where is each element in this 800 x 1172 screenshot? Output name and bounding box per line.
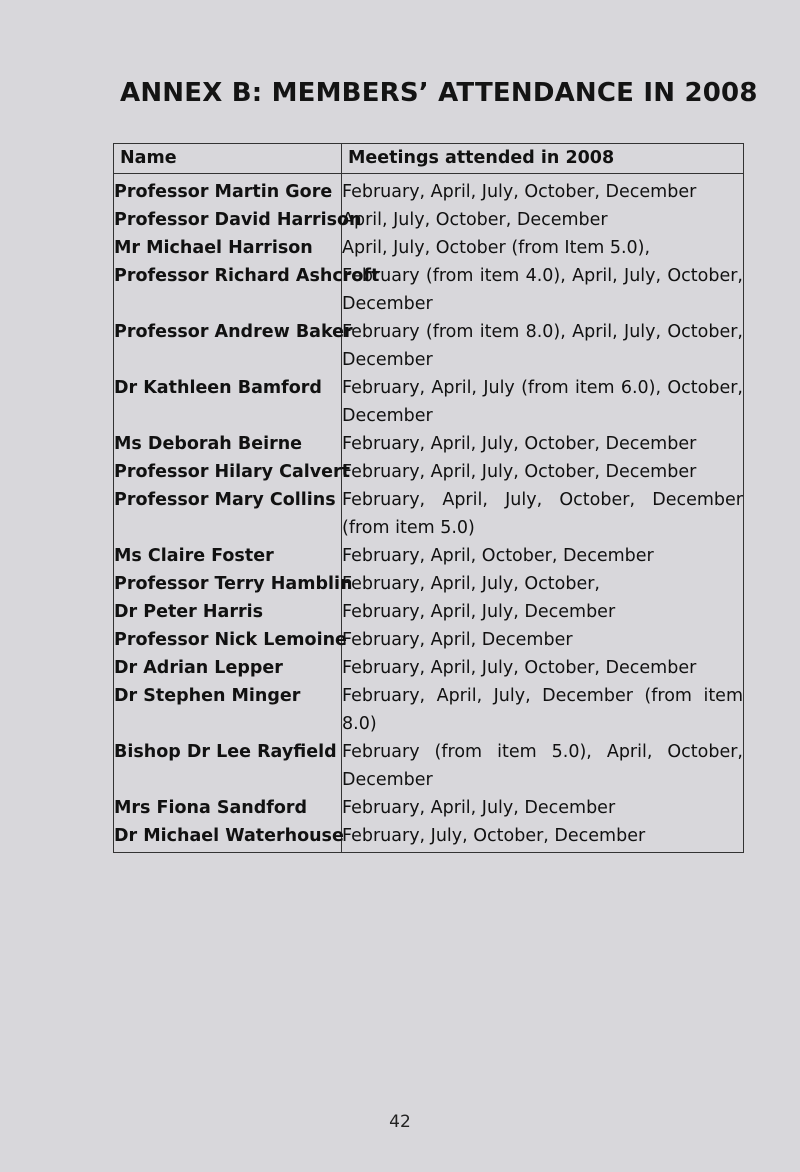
- member-name: Mrs Fiona Sandford: [114, 794, 342, 822]
- table-row: [114, 206, 744, 234]
- table-row: [114, 262, 744, 318]
- meetings-attended: February, April, July, October, December: [342, 654, 744, 682]
- table-row: [114, 486, 744, 542]
- member-name: Dr Kathleen Bamford: [114, 374, 342, 430]
- meetings-attended: April, July, October, December: [342, 206, 744, 234]
- meetings-attended: February, April, July, October, December: [342, 174, 744, 207]
- table-row: [114, 654, 744, 682]
- table-row: [114, 374, 744, 430]
- table-header-row: [114, 144, 744, 174]
- member-name: Professor Martin Gore: [114, 174, 342, 207]
- table-row: [114, 626, 744, 654]
- table-row: [114, 682, 744, 738]
- member-name: Professor David Harrison: [114, 206, 342, 234]
- table-row: [114, 738, 744, 794]
- meetings-attended: February (from item 8.0), April, July, October, December: [342, 318, 744, 374]
- meetings-attended: February, April, December: [342, 626, 744, 654]
- table-row: [114, 570, 744, 598]
- meetings-attended: February, April, July, October, December (from item 5.0): [342, 486, 744, 542]
- meetings-attended: February, April, July, December: [342, 794, 744, 822]
- member-name: Dr Michael Waterhouse: [114, 822, 342, 853]
- member-name: Professor Nick Lemoine: [114, 626, 342, 654]
- table-row: [114, 822, 744, 853]
- table-row: [114, 598, 744, 626]
- attendance-table: [113, 143, 744, 853]
- member-name: Bishop Dr Lee Rayfield: [114, 738, 342, 794]
- table-row: [114, 174, 744, 207]
- meetings-attended: February, April, July, October, December: [342, 458, 744, 486]
- page-number: 42: [389, 1112, 411, 1132]
- member-name: Professor Andrew Baker: [114, 318, 342, 374]
- meetings-attended: February, April, July, December: [342, 598, 744, 626]
- meetings-column-header: Meetings attended in 2008: [342, 144, 744, 174]
- table-row: [114, 430, 744, 458]
- meetings-attended: February (from item 5.0), April, October, December: [342, 738, 744, 794]
- meetings-attended: April, July, October (from Item 5.0),: [342, 234, 744, 262]
- member-name: Professor Richard Ashcroft: [114, 262, 342, 318]
- meetings-attended: February, April, July, October,: [342, 570, 744, 598]
- page-title: ANNEX B: MEMBERS’ ATTENDANCE IN 2008: [120, 78, 758, 108]
- meetings-attended: February, July, October, December: [342, 822, 744, 853]
- member-name: Dr Peter Harris: [114, 598, 342, 626]
- name-column-header: Name: [114, 144, 342, 174]
- member-name: Mr Michael Harrison: [114, 234, 342, 262]
- meetings-attended: February (from item 4.0), April, July, October, December: [342, 262, 744, 318]
- member-name: Ms Deborah Beirne: [114, 430, 342, 458]
- table-row: [114, 318, 744, 374]
- member-name: Professor Terry Hamblin: [114, 570, 342, 598]
- meetings-attended: February, April, October, December: [342, 542, 744, 570]
- member-name: Dr Stephen Minger: [114, 682, 342, 738]
- meetings-attended: February, April, July (from item 6.0), October, December: [342, 374, 744, 430]
- table-row: [114, 234, 744, 262]
- meetings-attended: February, April, July, October, December: [342, 430, 744, 458]
- table-row: [114, 458, 744, 486]
- member-name: Dr Adrian Lepper: [114, 654, 342, 682]
- member-name: Professor Mary Collins: [114, 486, 342, 542]
- member-name: Professor Hilary Calvert: [114, 458, 342, 486]
- table-row: [114, 542, 744, 570]
- meetings-attended: February, April, July, December (from item 8.0): [342, 682, 744, 738]
- table-row: [114, 794, 744, 822]
- member-name: Ms Claire Foster: [114, 542, 342, 570]
